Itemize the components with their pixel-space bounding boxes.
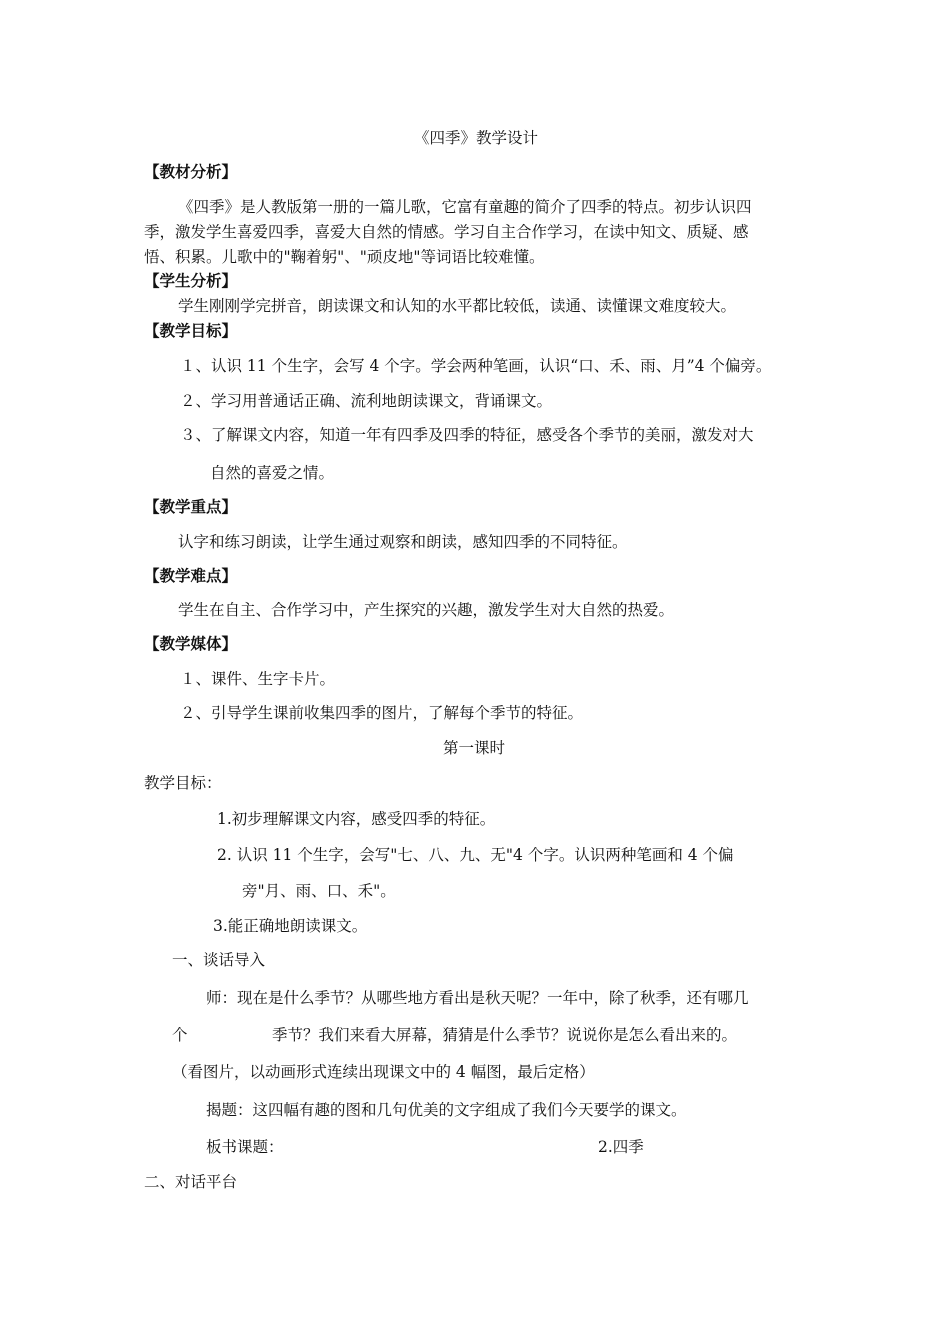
heading-teaching-media: 【教学媒体】 [144,634,238,653]
paragraph-line: 学生刚刚学完拼音，朗读课文和认知的水平都比较低，读通、读懂课文难度较大。 [178,297,737,315]
paragraph-line: （看图片，以动画形式连续出现课文中的 4 幅图，最后定格） [172,1063,595,1081]
heading-textbook-analysis: 【教材分析】 [144,162,238,181]
media-item: ２、引导学生课前收集四季的图片，了解每个季节的特征。 [180,704,584,722]
goal-item-continued: 自然的喜爱之情。 [210,464,335,482]
lesson-title: 第一课时 [443,739,506,757]
goal-item: １、认识 11 个生字，会写 4 个字。学会两种笔画，认识“口、禾、雨、月”4 个偏旁。 [180,357,772,375]
blackboard-title: 2.四季 [598,1138,644,1156]
step-heading: 二、对话平台 [144,1173,238,1191]
heading-teaching-goals: 【教学目标】 [144,321,238,340]
paragraph-line: 季，激发学生喜爱四季，喜爱大自然的情感。学习自主合作学习，在读中知文、质疑、感 [144,223,749,241]
media-item: １、课件、生字卡片。 [180,670,336,688]
heading-teaching-difficulty: 【教学难点】 [144,566,238,585]
paragraph-line: 季节？我们来看大屏幕，猜猜是什么季节？说说你是怎么看出来的。 [272,1026,738,1044]
lesson-goal-item: 2. 认识 11 个生字，会写"七、八、九、无"4 个字。认识两种笔画和 4 个偏 [217,846,734,864]
goal-item: ３、了解课文内容，知道一年有四季及四季的特征，感受各个季节的美丽，激发对大 [180,426,754,444]
goal-item: ２、学习用普通话正确、流利地朗读课文，背诵课文。 [180,392,553,410]
heading-teaching-focus: 【教学重点】 [144,497,238,516]
lesson-goal-item-continued: 旁"月、雨、口、禾"。 [242,882,396,900]
lesson-goal-item: 3.能正确地朗读课文。 [213,917,368,935]
paragraph-line: 学生在自主、合作学习中，产生探究的兴趣，激发学生对大自然的热爱。 [178,601,675,619]
paragraph-line: 悟、积累。儿歌中的"鞠着躬"、"顽皮地"等词语比较难懂。 [144,248,545,266]
lesson-goal-item: 1.初步理解课文内容，感受四季的特征。 [217,810,496,828]
blackboard-label: 板书课题： [206,1138,284,1156]
step-heading: 一、谈话导入 [172,951,266,969]
paragraph-line: 师：现在是什么季节？从哪些地方看出是秋天呢？一年中，除了秋季，还有哪几 [206,989,749,1007]
paragraph-line: 《四季》是人教版第一册的一篇儿歌，它富有童趣的简介了四季的特点。初步认识四 [178,198,752,216]
lesson-goals-label: 教学目标： [144,774,222,792]
paragraph-line: 个 [172,1026,188,1044]
paragraph-line: 认字和练习朗读，让学生通过观察和朗读，感知四季的不同特征。 [178,533,628,551]
paragraph-line: 揭题：这四幅有趣的图和几句优美的文字组成了我们今天要学的课文。 [206,1101,687,1119]
heading-student-analysis: 【学生分析】 [144,271,238,290]
document-title: 《四季》教学设计 [414,129,539,147]
